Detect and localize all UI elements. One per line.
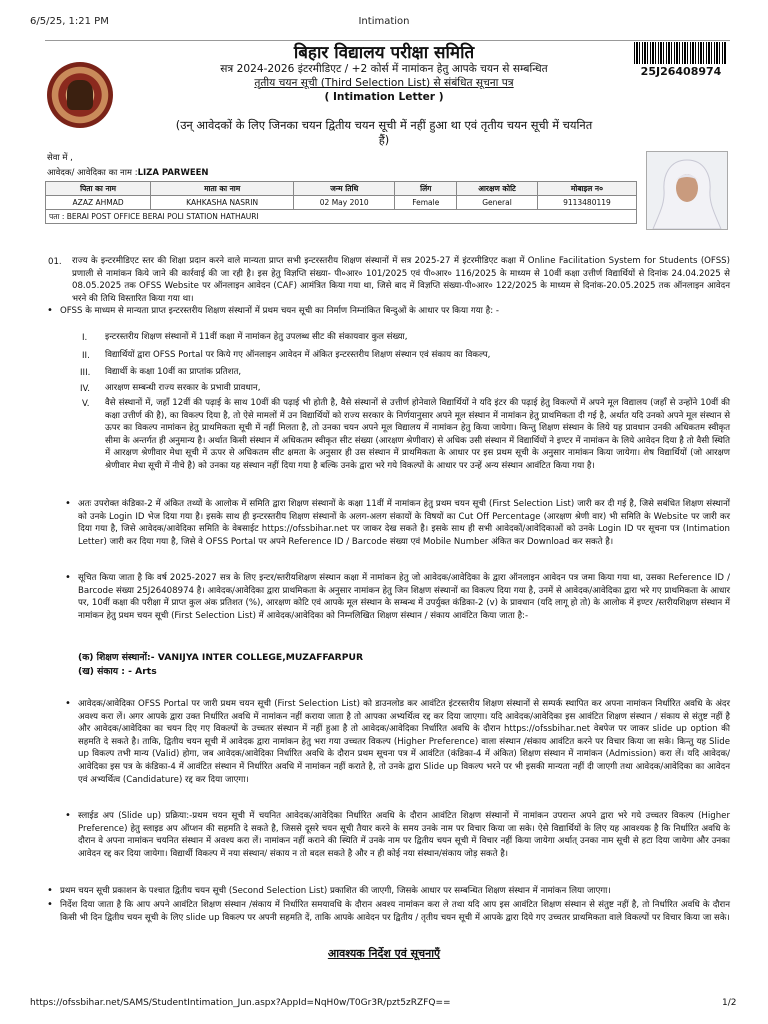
applicant-info-table (45, 181, 637, 224)
bullet-icon: • (47, 885, 53, 896)
section-title: आवश्यक निर्देश एवं सूचनाएँ (327, 947, 441, 960)
bullet-icon: • (65, 498, 71, 509)
th-mobile: मोबाइल न० (537, 182, 636, 196)
mother-name: KAHKASHA NASRIN (151, 196, 294, 210)
print-datetime: 6/5/25, 1:21 PM (30, 16, 109, 27)
para-3: अतः उपरोक्त कंडिका-2 में अंकित तथ्यों के आलोक में समिति द्वारा शिक्षण संस्थानों के कक्षा 11वीं में नामांकन हेतु प्रथम चयन सूची (First Selection List) जारी कर दी गई है, जिसे सबंधित शिक्षण संस्थानों को उनके Login ID भेज दिया गया है। इसके साथ ही इन्टरस्तरीय शिक्षण संस्थानों के अलग-अलग संकायों के विषयों का Cut Off Percentage (आरक्षण श्रेणी वार) भी समिति के Website पर जारी कर दिया गया है, जिसे आवेदक/आवेदिका समिति के वेबसाईट https://ofssbihar.net पर जाकर देख सकते है। इसके साथ ही सभी आवेदकों/आवेदिकाओं को उनके Login ID पर सूचना पत्र (Intimation Letter) जारी कर दिया गया है, जिसे वे OFSS Portal पर अपने Reference ID / Barcode संख्या एवं Mobile Number अंकित कर Download कर सकते है। (78, 499, 730, 547)
th-dob: जन्म तिथि (294, 182, 395, 196)
list-item-4: आरक्षण सम्बन्धी राज्य सरकार के प्रभावी प्रावधान, (105, 383, 261, 393)
address-row (46, 210, 637, 224)
th-gender: लिंग (395, 182, 457, 196)
bullet-icon: • (65, 810, 71, 821)
father-name: AZAZ AHMAD (46, 196, 151, 210)
footer-url: https://ofssbihar.net/SAMS/StudentIntimation_Jun.aspx?AppId=NqH0w/T0Gr3R/pzt5zRZFQ== (30, 998, 451, 1008)
board-title: बिहार विद्यालय परीक्षा समिति (293, 43, 475, 63)
para-6: स्लाईड अप (Slide up) प्रक्रिया:-प्रथम चयन सूची में चयनित आवेदक/आवेदिका निर्धारित अवधि के दौरान आवंटित शिक्षण संस्थानों में नामांकन उपरान्त अपने द्वारा भरे गये उच्चतर विकल्प (Higher Preference) हेतु स्लाइड अप ऑप्शन की सहमति दे सकते है, जिससे दूसरे चयन सूची तैयार करने के समय उनके नाम पर विचार किया जा सके। ऐसे विद्यार्थियों के लिए यह आवश्यक है कि निर्धारित अवधि के दौरान वे अपना नामांकन चयनित संस्थान में अवश्य करा लें। नामांकन नहीं कराने की स्थिति में उनके नाम पर द्वितीय चयन सूची में विचार नहीं किया जायेगा अर्थात् उनका नाम सूची से हटा दिया जायेगा और उनका आवेदन रद्द कर दिया जायेगा। विद्यार्थी विकल्प में नया संस्थान/ संकाय न तो बदल सकते है और न ही कोई नया संस्थान/संकाय जोड़ सकते है। (78, 811, 730, 859)
para-1: राज्य के इन्टरमीडिएट स्तर की शिक्षा प्रदान करने वाले मान्यता प्राप्त सभी इन्टरस्तरीय शिक्षण संस्थानों में सत्र 2025-27 में इंटरमीडिएट कक्षा में Online Facilitation System for Students (OFSS) प्रणाली से नामांकन किये जाने की कार्रवाई की जा रही है। इस हेतु विज्ञप्ति संख्या- पी०आर० 101/2025 एवं पी०आर० 116/2025 के माध्यम से 10वीं कक्षा उत्तीर्ण विद्यार्थियों से दिनांक 24.04.2025 से 08.05.2025 तक OFSS Website पर ऑनलाइन आवेदन (CAF) आमंत्रित किया गया था, जिसे बाद में विज्ञप्ति संख्या-पी०आर० 122/2025 के माध्यम से दिनांक-20.05.2025 तक ऑनलाइन आवेदन भरने की तिथि विस्तारित किया गया था। (72, 256, 730, 304)
barcode-icon (634, 42, 726, 64)
header-line-2: तृतीय चयन सूची (Third Selection List) से संबंधित सूचना पत्र (254, 77, 514, 89)
print-page-title: Intimation (358, 16, 410, 27)
list-item-5: वैसे संस्थानों में, जहाँ 12वीं की पढ़ाई के साथ 10वीं की पढ़ाई भी होती है, वैसे संस्थानों से उत्तीर्ण होनेवाले विद्यार्थियों ने यदि इंटर की पढ़ाई हेतु विकल्पों में अपने मूल विद्यालय (जहाँ से उन्होंने 10वीं की कक्षा उत्तीर्ण की है), का विकल्प दिया है, तो ऐसे मामलों में उन विद्यार्थियों को राज्य सरकार के निर्णयानुसार अपने मूल संस्थान में नामांकन हेतु प्राथमिकता दी गई है, अर्थात यदि उनको अपने मूल संस्थान से ऊपर का विकल्प नामांकन हेतु प्राथमिकता सूची में नहीं मिलता है, तो उनका चयन अपने मूल विद्यालय में नामांकन हेतु किया जायेगा। किन्तु शिक्षण संस्थान के लिये यह प्रावधान उनकी अधिकतम स्वीकृत सीमा के अन्तर्गत ही अनुमान्य है। अर्थात किसी संस्थान में अधिकतम स्वीकृत सीट संख्या (आरक्षण श्रेणीवार) से अधिक उसी संस्थान में विद्यार्थियों ने इण्टर में नामांकन के लिये आवेदन दिया है तो वैसी स्थिति में आरक्षण श्रेणीवार मेधा सूची में ऊपर से अधिकतम सीट क्षमता के अनुसार ही उस संस्थान में प्राथमिकता के आधार पर इस प्रथम सूची के अनुसार नामांकन किया जायेगा। शेष विद्यार्थियों (जो आरक्षण श्रेणीवार मेधा सूची में नीचे है) को उनका यह संस्थान नहीं दिया गया है बल्कि उनके द्वारा भरे गये विकल्पों के आधार पर उन्हें अन्य संस्थान आवंटित किया गया है। (105, 398, 731, 471)
para-2: OFSS के माध्यम से मान्यता प्राप्त इन्टरस्तरीय शिक्षण संस्थानों में प्रथम चयन सूची का निर्माण निम्नांकित बिन्दुओं के आधार पर किया गया है: - (60, 306, 499, 316)
list-item-5-num: V. (82, 399, 90, 409)
table-header-row (46, 182, 637, 196)
list-item-2: विद्यार्थियों द्वारा OFSS Portal पर किये गए ऑनलाइन आवेदन में अंकित इन्टरस्तरीय शिक्षण संस्थान एवं संकाय का विकल्प, (105, 350, 491, 360)
applicant-name: LIZA PARWEEN (137, 168, 209, 178)
header-line-3: ( Intimation Letter ) (324, 91, 444, 103)
seva-me: सेवा में , (47, 153, 73, 163)
category: General (457, 196, 538, 210)
barcode-number: 25J26408974 (640, 65, 722, 78)
table-row (46, 196, 637, 210)
address: पता : BERAI POST OFFICE BERAI POLI STATION HATHAURI (46, 210, 637, 224)
para-7: प्रथम चयन सूची प्रकाशन के पश्चात द्वितीय चयन सूची (Second Selection List) प्रकाशित की जाएगी, जिसके आधार पर सम्बन्धित शिक्षण संस्थान में नामांकन लिया जाएगा। (60, 886, 611, 896)
mobile: 9113480119 (537, 196, 636, 210)
para-4: सूचित किया जाता है कि वर्ष 2025-2027 सत्र के लिए इन्टर/स्तरीयशिक्षण संस्थान कक्षा में नामांकन हेतु जो आवेदक/आवेदिका के द्वारा ऑनलाइन आवेदन पत्र जमा किया गया था, उसका Reference ID / Barcode संख्या 25J26408974 है। आवेदक/आवेदिका द्वारा प्राथमिकता के अनुसार नामांकन हेतु जिन शिक्षण संस्थानों का विकल्प दिया गया है, उनमें से आवेदक/आवेदिका द्वारा भरे गए प्राथमिकता के आधार पर, 10वीं कक्षा की परीक्षा में प्राप्त कुल अंक प्रतिशत (%), आरक्षण कोटि एवं आपके मूल संस्थान के सम्बन्ध में उपर्युक्त कंडिका-2 (v) के प्रावधान (यदि लागू हो तो) के आलोक में इण्टर /स्तरीयशिक्षण संस्थान में नामांकन हेतु प्रथम चयन सूची (First Selection List) में आवेदक/आवेदिका को निम्नलिखित शिक्षण संस्थान / संकाय आवंटित किया जाता है:- (78, 573, 730, 621)
bullet-icon: • (65, 572, 71, 583)
th-category: आरक्षण कोटि (457, 182, 538, 196)
dob: 02 May 2010 (294, 196, 395, 210)
header-line-1: सत्र 2024-2026 इंटरमीडिएट / +2 कोर्स में नामांकन हेतु आपके चयन से सम्बन्धित (220, 63, 548, 75)
list-item-2-num: II. (82, 351, 90, 361)
para-5: आवेदक/आवेदिका OFSS Portal पर जारी प्रथम चयन सूची (First Selection List) को डाउनलोड कर आवंटित इंटरस्तरीय शिक्षण संस्थानों से सम्पर्क स्थापित कर अपना नामांकन निर्धारित अवधि के अंदर अवश्य करा लें। अगर आपके द्वारा उक्त निर्धारित अवधि में नामांकन नहीं कराया जाता है तो आपका अभ्यर्थित्व रद्द कर दिया जाएगा। यदि आवेदक/आवेदिका इस आवंटित शिक्षण संस्थान / संकाय से संतुष्ट नहीं है और आवेदक/आवेदिका का चयन दिए गए विकल्पों के उच्चतर संस्थान में नहीं हुआ है तो आवेदक/आवेदिका निर्धारित अवधि के दौरान https://ofssbihar.net वेबपेज पर जाकर slide up option की सहमति दे सकते है। ताकि, द्वितीय चयन सूची में आवेदक द्वारा नामांकन हेतु भरा गया उच्चतर विकल्प (Higher Preference) वाला संस्थान /संकाय आवंटित करने पर विचार किया जा सके। किन्तु यह Slide up विकल्प तभी मान्य (Valid) होगा, जब आवेदक/आवेदिका निर्धारित अवधि के दौरान प्रथम सूचना पत्र में आवंटित (कंडिका-4 में अंकित) शिक्षण संस्थान में नामांकन (Admission) करा लें। यदि आवेदक/आवेदिका इस पत्र के कंडिका-4 में आवंटित संस्थान में निर्धारित अवधि में नामांकन नहीं कराते है, तो उनके द्वारा Slide up विकल्प भरने पर भी इसकी मान्यता नहीं दी जाएगी तथा आवेदक/आवेदिका का आवेदन एवं अभ्यर्थित्व (Candidature) रद्द कर दिया जाएगा। (78, 699, 730, 785)
allotted-faculty: (ख) संकाय : - Arts (78, 666, 157, 677)
list-item-1: इन्टरस्तरीय शिक्षण संस्थानों में 11वीं कक्षा में नामांकन हेतु उपलब्ध सीट की संकायवार कुल संख्या, (105, 332, 408, 342)
list-item-4-num: IV. (80, 384, 91, 394)
gender: Female (395, 196, 457, 210)
list-item-3: विद्यार्थी के कक्षा 10वीं का प्राप्तांक प्रतिशत, (105, 367, 242, 377)
th-mother: माता का नाम (151, 182, 294, 196)
allotted-institution: (क) शिक्षण संस्थानों:- VANIJYA INTER COLLEGE,MUZAFFARPUR (78, 652, 364, 663)
bullet-icon: • (47, 305, 53, 316)
list-item-3-num: III. (80, 368, 91, 378)
para-8: निर्देश दिया जाता है कि आप अपने आवंटित शिक्षण संस्थान /संकाय में निर्धारित समयावधि के दौरान अवश्य नामांकन करा ले तथा यदि आप इस आवंटित शिक्षण संस्थान से संतुष्ट नहीं है, तो निर्धारित अवधि के दौरान किसी भी दिन द्वितीय चयन सूची के लिए slide up विकल्प पर अपनी सहमति दें, ताकि आपके आवेदन पर द्वितीय / तृतीय चयन सूची में आपके द्वारा दिये गए उच्चतर प्राथमिकता वाले विकल्पों पर विचार किया जा सके। (60, 900, 730, 923)
bullet-icon: • (47, 899, 53, 910)
para-1-number: 01. (48, 257, 62, 267)
th-father: पिता का नाम (46, 182, 151, 196)
applicant-name-line (47, 167, 209, 178)
applicant-name-label: आवेदक/ आवेदिका का नाम : (47, 168, 138, 178)
header-note-2: हैं) (378, 133, 390, 147)
footer-page-number: 1/2 (722, 998, 737, 1008)
header-note-1: (उन् आवेदकों के लिए जिनका चयन द्वितीय चयन सूची में नहीं हुआ था एवं तृतीय चयन सूची में चयनित (175, 118, 593, 132)
list-item-1-num: I. (82, 333, 88, 343)
applicant-photo (646, 151, 728, 230)
bullet-icon: • (65, 698, 71, 709)
